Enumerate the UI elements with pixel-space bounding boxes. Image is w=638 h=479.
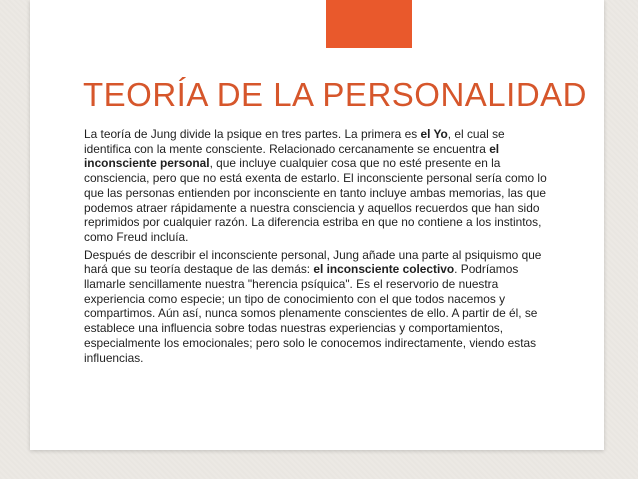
paragraph-text: , que incluye cualquier cosa que no esté presente en la consciencia, pero que no está exenta de estarlo. El inconsciente personal sería como lo que las personas entienden por inconsciente en tanto incluye ambas memorias, las que podemos atraer rápidamente a nuestra consciencia y aquellos recuerdos que han sido reprimidos por cualquier razón. La diferencia estriba en que no contiene a los instintos, como Freud incluía. — [84, 156, 547, 244]
slide-body — [84, 127, 554, 368]
paragraph-collective — [84, 248, 554, 366]
paragraph-text: , el cual se identifica con la mente consciente. Relacionado cercanamente se encuentra — [84, 127, 505, 156]
term-ego: el Yo — [420, 127, 448, 141]
paragraph-text: Después de describir el inconsciente personal, Jung añade una parte al psiquismo que hará que su teoría destaque de las demás: — [84, 247, 542, 277]
paragraph-text: . Podríamos llamarle sencillamente nuestra "herencia psíquica". Es el reservorio de nuestra experiencia como especie; un tipo de conocimiento con el que todos nacemos y compartimos. Aún así, nunca somos plenamente conscientes de ello. A partir de él, se establece una influencia sobre todas nuestras experiencias y comportamientos, especialmente los emocionales; pero solo le conocemos indirectamente, viendo estas influencias. — [84, 262, 538, 365]
slide-title: TEORÍA DE LA PERSONALIDAD — [83, 76, 587, 113]
term-collective-unconscious: el inconsciente colectivo — [313, 262, 455, 277]
paragraph-ego — [84, 127, 554, 245]
paragraph-text: La teoría de Jung divide la psique en tres partes. La primera es — [84, 127, 421, 141]
term-personal-unconscious: el inconsciente personal — [84, 141, 500, 171]
accent-tab — [326, 0, 412, 48]
